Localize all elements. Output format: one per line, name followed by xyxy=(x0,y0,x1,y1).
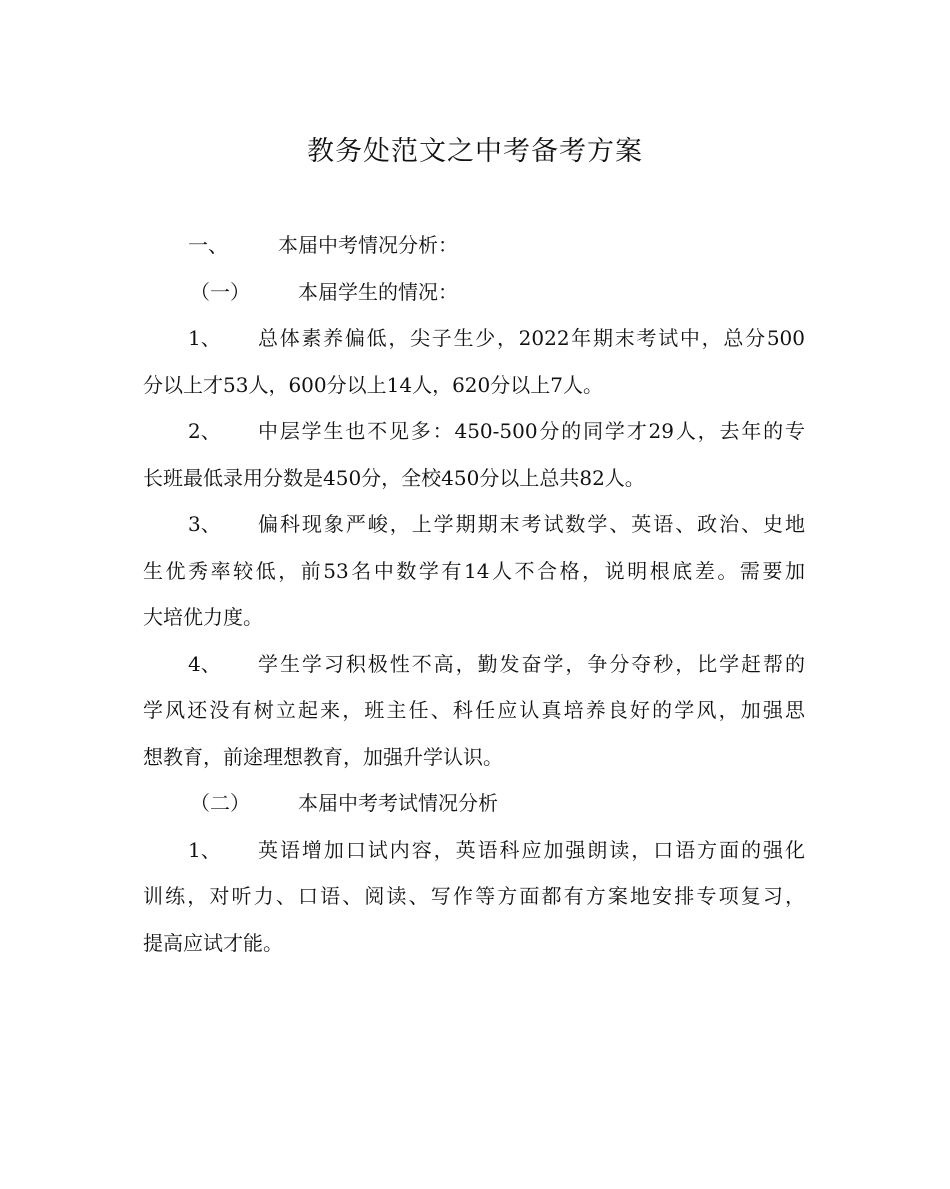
subsection-title: 本届学生的情况： xyxy=(298,279,458,304)
subsection-title: 本届中考考试情况分析 xyxy=(298,791,498,815)
item-text: 中层学生也不见多：450-500分的同学才29人，去年的专 xyxy=(258,419,805,443)
item-text: 总体素养偏低，尖子生少，2022年期末考试中，总分500 xyxy=(258,326,805,350)
section-title: 本届中考情况分析： xyxy=(278,233,458,257)
list-item-first-line xyxy=(143,827,805,874)
item-number: 3、 xyxy=(188,512,221,536)
item-continuation: 学风还没有树立起来，班主任、科任应认真培养良好的学风，加强思 xyxy=(143,698,805,722)
list-item-first-line xyxy=(143,315,805,362)
item-continuation: 训练，对听力、口语、阅读、写作等方面都有方案地安排专项复习， xyxy=(143,884,805,908)
item-continuation: 大培优力度。 xyxy=(143,605,263,629)
item-text: 学生学习积极性不高，勤发奋学，争分夺秒，比学赶帮的 xyxy=(258,651,805,676)
item-number: 1、 xyxy=(188,837,221,862)
item-continuation: 分以上才53人，600分以上14人，620分以上7人。 xyxy=(143,372,603,397)
section-heading-1 xyxy=(143,222,805,269)
subsection-number: （二） xyxy=(190,791,250,815)
document-body xyxy=(143,222,805,966)
section-number: 一、 xyxy=(188,233,228,257)
list-item-first-line xyxy=(143,501,805,548)
item-continuation: 生优秀率较低，前53名中数学有14人不合格，说明根底差。需要加 xyxy=(143,558,805,583)
item-continuation: 提高应试才能。 xyxy=(143,930,283,955)
item-number: 2、 xyxy=(188,419,221,443)
document-title: 教务处范文之中考备考方案 xyxy=(307,136,643,167)
item-text: 偏科现象严峻，上学期期末考试数学、英语、政治、史地 xyxy=(258,512,805,536)
item-continuation: 想教育，前途理想教育，加强升学认识。 xyxy=(143,744,503,769)
item-continuation: 长班最低录用分数是450分，全校450分以上总共82人。 xyxy=(143,465,645,490)
item-number: 1、 xyxy=(188,326,221,350)
subsection-heading-2 xyxy=(143,780,805,827)
subsection-heading-1 xyxy=(143,269,805,316)
list-item-first-line xyxy=(143,641,805,688)
item-number: 4、 xyxy=(188,651,221,676)
item-text: 英语增加口试内容，英语科应加强朗读，口语方面的强化 xyxy=(258,837,805,862)
list-item-first-line xyxy=(143,408,805,455)
subsection-number: （一） xyxy=(190,279,250,304)
